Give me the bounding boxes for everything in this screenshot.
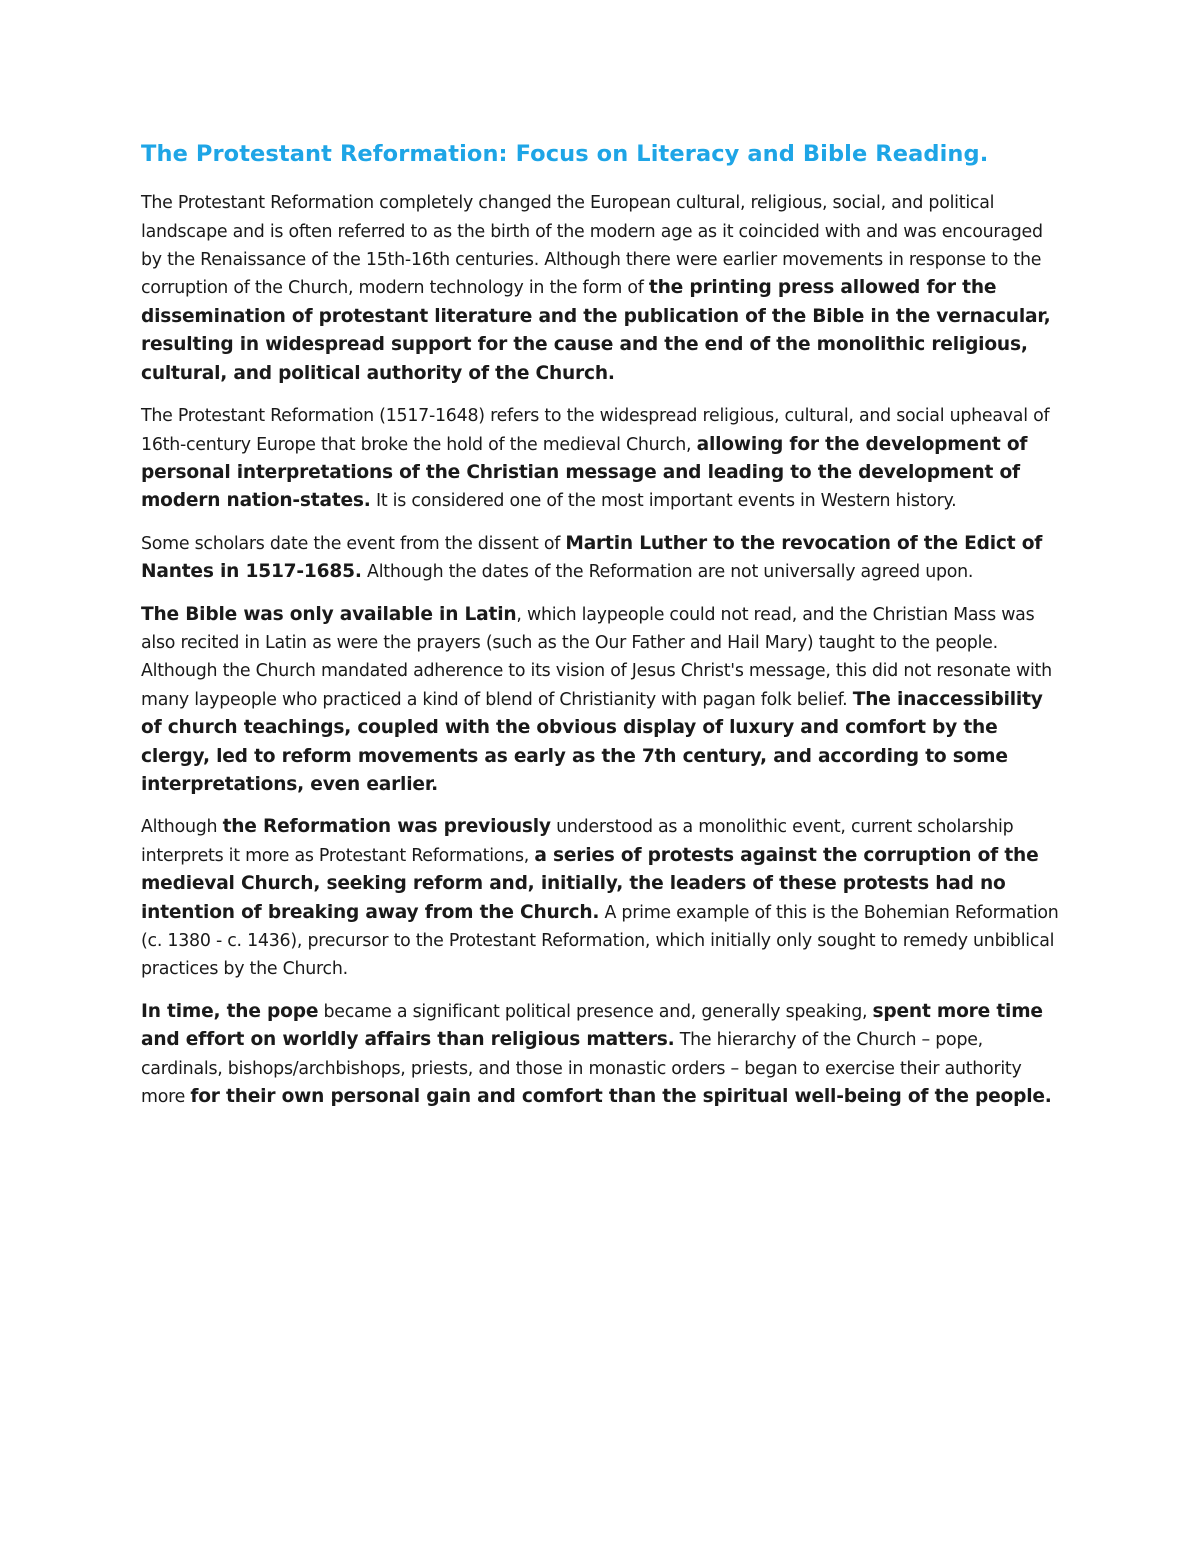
body-text: Some scholars date the event from the dissent of [141,533,566,554]
bold-text: The Bible was only available in Latin [141,603,517,625]
document-title: The Protestant Reformation: Focus on Literacy and Bible Reading. [141,141,989,167]
paragraph-3 [141,530,1066,587]
bold-text: spent more time and effort on worldly affairs than religious matters. [141,1000,1043,1051]
paragraph-1 [141,189,1066,388]
body-text: understood as a monolithic event, current scholarship interprets it more as Protestant Reformations, [141,817,1014,866]
body-text: The Protestant Reformation (1517-1648) refers to the widespread religious, cultural, and social upheaval of 16th-century Europe that broke the hold of the medieval Church, [141,406,1050,455]
document-page [141,140,1066,1125]
document-body [141,189,1066,1111]
body-text: became a significant political presence and, generally speaking, [318,1001,873,1022]
body-text: Although [141,817,223,838]
paragraph-6 [141,998,1066,1112]
body-text: , which laypeople could not read, and the Christian Mass was also recited in Latin as were the prayers (such as the Our Father and Hail Mary) taught to the people. Although the Church mandated adherence to its vision of Jesus Christ's message, this did not resonate with many laypeople who practiced a kind of blend of Christianity with pagan folk belief. [141,604,1052,710]
paragraph-4 [141,601,1066,800]
paragraph-2 [141,402,1066,516]
bold-text: Martin Luther to the revocation of the Edict of Nantes in 1517-1685. [141,532,1043,583]
paragraph-5 [141,813,1066,983]
bold-text: the printing press allowed for the dissemination of protestant literature and the publication of the Bible in the vernacular, resulting in widespread support for the cause and the end of the monolithic religious, cultural, and political authority of the Church. [141,277,1051,384]
bold-text: The inaccessibility of church teachings, coupled with the obvious display of luxury and comfort by the clergy, led to reform movements as early as the 7th century, and according to some interpretations, even earlier. [141,688,1043,795]
body-text: The hierarchy of the Church – pope, cardinals, bishops/archbishops, priests, and those in monastic orders – began to exercise their authority more [141,1030,1022,1108]
body-text: The Protestant Reformation completely changed the European cultural, religious, social, and political landscape and is often referred to as the birth of the modern age as it coincided with and was encouraged by the Renaissance of the 15th-16th centuries. Although there were earlier movements in response to the corruption of the Church, modern technology in the form of [141,193,1043,299]
body-text: A prime example of this is the Bohemian Reformation (c. 1380 - c. 1436), precursor to the Protestant Reformation, which initially only sought to remedy unbiblical practices by the Church. [141,902,1059,980]
bold-text: In time, the pope [141,1000,319,1022]
body-text: Although the dates of the Reformation are not universally agreed upon. [361,562,974,583]
bold-text: the Reformation was previously [222,816,551,838]
bold-text: for their own personal gain and comfort than the spiritual well-being of the people. [190,1086,1052,1108]
bold-text: a series of protests against the corruption of the medieval Church, seeking reform and, initially, the leaders of these protests had no intention of breaking away from the Church. [141,844,1039,923]
body-text: It is considered one of the most important events in Western history. [370,491,957,512]
bold-text: allowing for the development of personal interpretations of the Christian message and leading to the development of modern nation-states. [141,433,1028,512]
